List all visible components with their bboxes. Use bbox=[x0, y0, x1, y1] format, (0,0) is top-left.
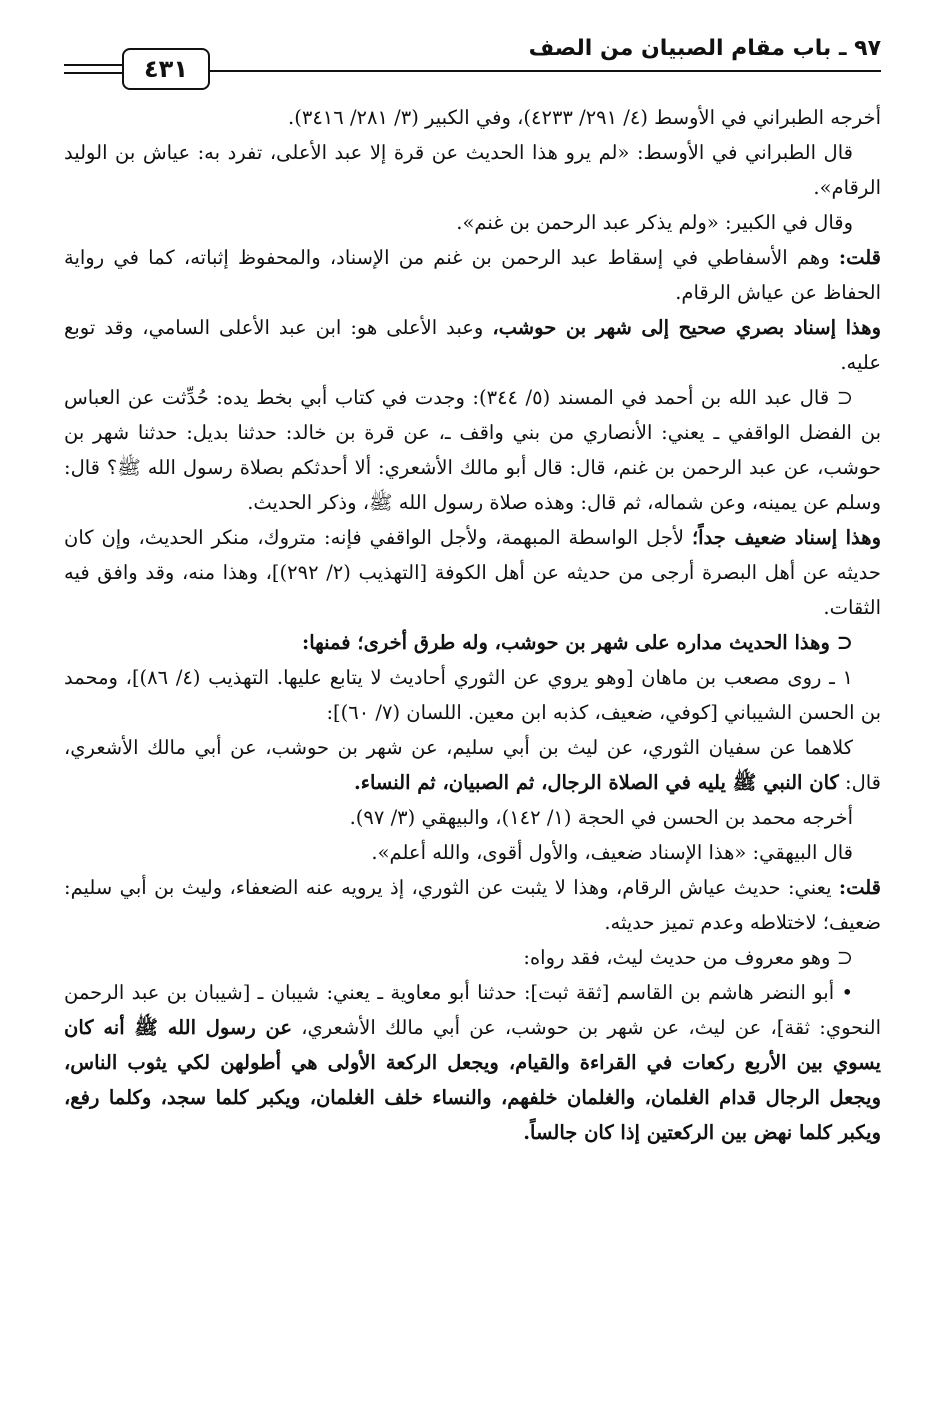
bold-text: كان النبي ﷺ يليه في الصلاة الرجال، ثم الصبيان، ثم النساء. bbox=[353, 771, 839, 794]
text-run: أخرجه محمد بن الحسن في الحجة (١/ ١٤٢)، والبيهقي (٣/ ٩٧). bbox=[349, 806, 853, 829]
paragraph bbox=[64, 835, 881, 870]
bold-text: قلت: bbox=[838, 246, 881, 269]
header-rule bbox=[204, 70, 881, 72]
bold-text: وهذا إسناد بصري صحيح إلى شهر بن حوشب، bbox=[492, 316, 881, 339]
paragraph bbox=[64, 310, 881, 380]
paragraph bbox=[64, 660, 881, 730]
bold-text: قلت: bbox=[838, 876, 881, 899]
text-run: ١ ـ روى مصعب بن ماهان [وهو يروي عن الثوري أحاديث لا يتابع عليها. التهذيب (٤/ ٨٦)]، ومحمد بن الحسن الشيباني [كوفي، ضعيف، كذبه ابن معين. اللسان (٧/ ٦٠)]: bbox=[64, 666, 881, 724]
paragraph bbox=[64, 205, 881, 240]
page-number: ٤٣١ bbox=[144, 55, 188, 83]
text-run: وعبد الأعلى هو: ابن عبد الأعلى السامي، وقد توبع عليه. bbox=[64, 316, 881, 374]
paragraph bbox=[64, 135, 881, 205]
paragraph bbox=[64, 730, 881, 800]
header-rule-ornament bbox=[64, 64, 124, 74]
bold-text: وهذا إسناد ضعيف جداً؛ bbox=[691, 526, 881, 549]
text-run: وقال في الكبير: «ولم يذكر عبد الرحمن بن غنم». bbox=[456, 211, 853, 234]
paragraph bbox=[64, 380, 881, 520]
page-header bbox=[64, 30, 881, 90]
chapter-title: ٩٧ ـ باب مقام الصبيان من الصف bbox=[528, 36, 881, 61]
paragraph bbox=[64, 625, 881, 660]
text-run: وهم الأسفاطي في إسقاط عبد الرحمن بن غنم من الإسناد، والمحفوظ إثباته، كما في رواية الحفاظ عن عياش الرقام. bbox=[64, 246, 881, 304]
bold-text: عن رسول الله ﷺ أنه كان يسوي بين الأربع ركعات في القراءة والقيام، ويجعل الركعة الأولى هي أطولهن لكي يثوب الناس، ويجعل الرجال قدام الغلمان، والغلمان خلفهم، والنساء خلف الغلمان، ويكبر كلما سجد، وكلما رفع، ويكبر كلما نهض بين الركعتين إذا كان جالساً. bbox=[64, 1016, 881, 1144]
text-run: ⊂ قال عبد الله بن أحمد في المسند (٥/ ٣٤٤): وجدت في كتاب أبي بخط يده: حُدِّثت عن العباس بن الفضل الواقفي ـ يعني: الأنصاري من بني واقف ـ، عن قرة بن خالد: حدثنا بديل: حدثنا شهر بن حوشب، عن عبد الرحمن بن غنم، قال: قال أبو مالك الأشعري: ألا أحدثكم بصلاة رسول الله ﷺ؟ قال: وسلم عن يمينه، وعن شماله، ثم قال: وهذه صلاة رسول الله ﷺ، وذكر الحديث. bbox=[64, 386, 881, 514]
paragraph bbox=[64, 520, 881, 625]
text-run: ⊂ وهو معروف من حديث ليث، فقد رواه: bbox=[523, 946, 853, 969]
text-run: لأجل الواسطة المبهمة، ولأجل الواقفي فإنه: متروك، منكر الحديث، وإن كان حديثه عن أهل البصرة أرجى من حديثه عن أهل الكوفة [التهذيب (٢/ ٢٩٢)]، وهذا منه، وقد وافق فيه الثقات. bbox=[64, 526, 881, 619]
text-run: كلاهما عن سفيان الثوري، عن ليث بن أبي سليم، عن شهر بن حوشب، عن أبي مالك الأشعري، قال: bbox=[64, 736, 881, 794]
text-run: قال الطبراني في الأوسط: «لم يرو هذا الحديث عن قرة إلا عبد الأعلى، تفرد به: عياش بن الوليد الرقام». bbox=[64, 141, 881, 199]
paragraph bbox=[64, 975, 881, 1150]
bold-text: ⊂ وهذا الحديث مداره على شهر بن حوشب، وله طرق أخرى؛ فمنها: bbox=[302, 631, 853, 654]
text-run: أخرجه الطبراني في الأوسط (٤/ ٢٩١/ ٤٢٣٣)، وفي الكبير (٣/ ٢٨١/ ٣٤١٦). bbox=[288, 106, 881, 129]
paragraph bbox=[64, 800, 881, 835]
paragraph bbox=[64, 240, 881, 310]
paragraph bbox=[64, 100, 881, 135]
text-run: • أبو النضر هاشم بن القاسم [ثقة ثبت]: حدثنا أبو معاوية ـ يعني: شيبان ـ [شيبان بن عبد الرحمن النحوي: ثقة]، عن ليث، عن شهر بن حوشب، عن أبي مالك الأشعري، bbox=[64, 981, 882, 1039]
page-number-badge bbox=[122, 48, 210, 90]
page-body bbox=[64, 100, 881, 1150]
paragraph bbox=[64, 870, 881, 940]
paragraph bbox=[64, 940, 881, 975]
text-run: يعني: حديث عياش الرقام، وهذا لا يثبت عن الثوري، إذ يرويه عنه الضعفاء، وليث بن أبي سليم: ضعيف؛ لاختلاطه وعدم تميز حديثه. bbox=[64, 876, 881, 934]
text-run: قال البيهقي: «هذا الإسناد ضعيف، والأول أقوى، والله أعلم». bbox=[371, 841, 853, 864]
